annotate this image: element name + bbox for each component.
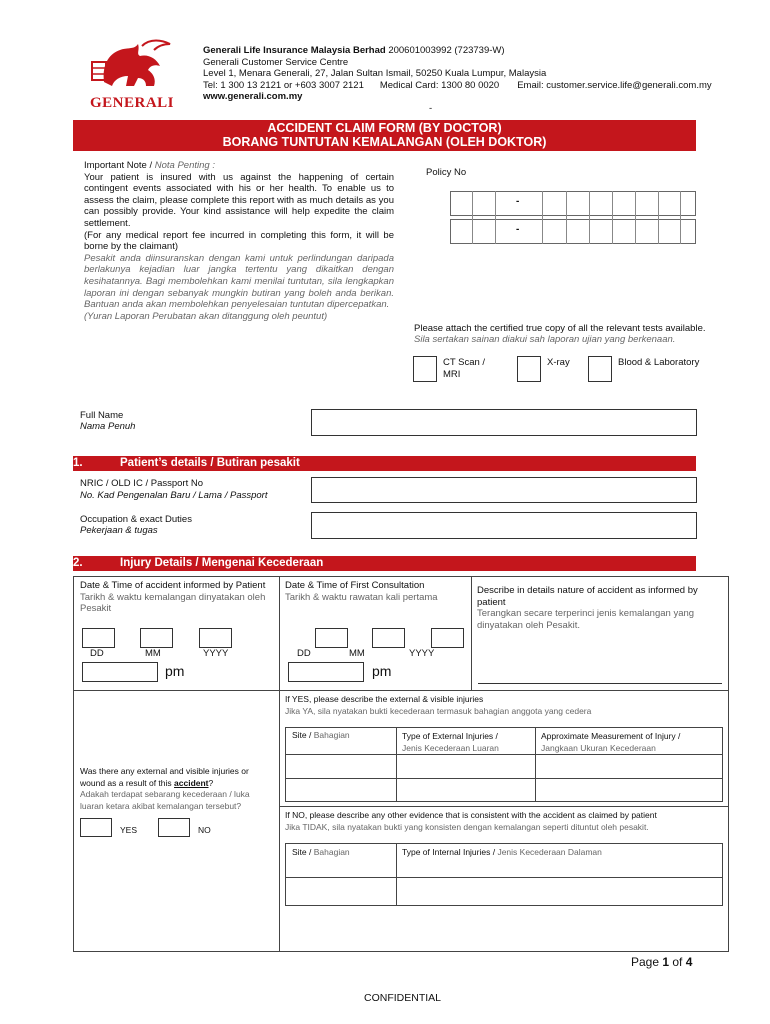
consult-dd-input[interactable]: [315, 628, 348, 648]
email: Email: customer.service.life@generali.com.my: [517, 79, 712, 91]
section-1-title: Patient’s details / Butiran pesakit: [120, 457, 300, 469]
if-yes-label-en: If YES, please describe the external & visible injuries: [285, 694, 484, 704]
consultation-date-label-ms: Tarikh & waktu rawatan kali pertama: [285, 591, 438, 603]
accident-date-label-ms: Tarikh & waktu kemalangan dinyatakan oleh Pesakit: [80, 591, 266, 615]
section-1-header: [73, 456, 696, 471]
consult-yyyy-label: YYYY: [409, 648, 435, 659]
service-centre: Generali Customer Service Centre: [203, 56, 349, 68]
company-info: [203, 45, 763, 114]
accident-pm-label: pm: [165, 663, 185, 679]
accident-nature-label: [477, 585, 722, 631]
medical-card: Medical Card: 1300 80 0020: [379, 79, 500, 91]
no-checkbox[interactable]: [158, 818, 190, 837]
policy-label: Policy No: [426, 167, 467, 178]
note-fee-en: (For any medical report fee incurred in completing this form, it will be borne by the claimant): [84, 229, 394, 253]
section-2-header: [73, 556, 696, 571]
section-1-num: 1.: [73, 457, 83, 469]
accident-nature-input-line[interactable]: [478, 683, 722, 684]
full-name-label-ms: Nama Penuh: [80, 421, 136, 432]
tel: Tel: 1 300 13 2121 or +603 3007 2121: [203, 79, 364, 91]
ct-scan-checkbox[interactable]: [413, 356, 437, 382]
policy-dash-2: -: [516, 224, 520, 235]
consultation-date-label: [285, 580, 465, 603]
visible-injury-question-ms: Adakah terdapat sebarang kecederaan / luka luaran ketara akibat kemalangan tersebut?: [80, 789, 250, 811]
consultation-date-label-en: Date & Time of First Consultation: [285, 580, 425, 591]
visible-injury-question-en: Was there any external and visible injuries or wound as a result of this accident?: [80, 766, 249, 788]
form-title-bar: [73, 120, 696, 151]
note-text-en: Your patient is insured with us against the happening of certain contingent events associated with his or her health. To enable us to assess the claim, please complete this report with as much details as you can possibly provide. Your kind assistance will help expedite the claim settlement.: [84, 171, 394, 229]
blood-lab-checkbox[interactable]: [588, 356, 612, 382]
accident-mm-input[interactable]: [140, 628, 173, 648]
occupation-label-en: Occupation & exact Duties: [80, 514, 192, 525]
important-note: [84, 160, 394, 322]
no-label: NO: [198, 825, 211, 835]
full-name-label-en: Full Name: [80, 410, 124, 421]
section-2-num: 2.: [73, 557, 83, 569]
consult-mm-label: MM: [349, 648, 365, 659]
if-yes-label-ms: Jika YA, sila nyatakan bukti kecederaan termasuk bahagian anggota yang cedera: [285, 706, 592, 716]
company-name: Generali Life Insurance Malaysia Berhad: [203, 45, 386, 56]
note-fee-ms: (Yuran Laporan Perubatan akan ditanggung oleh peuntut): [84, 310, 328, 322]
x-ray-label: X-ray: [547, 357, 570, 368]
full-name-input[interactable]: [311, 409, 697, 436]
company-reg: 200601003992 (723739-W): [388, 45, 505, 56]
int-site-header: Site / Bahagian: [292, 847, 350, 857]
consult-pm-label: pm: [372, 663, 392, 679]
approx-measure-header: Approximate Measurement of Injury / Jangkaan Ukuran Kecederaan: [541, 731, 681, 753]
header-dash: -: [429, 103, 433, 114]
lion-logo-icon: [84, 36, 180, 92]
ct-scan-label: CT Scan / MRI: [443, 357, 486, 380]
form-title-ms: BORANG TUNTUTAN KEMALANGAN (OLEH DOKTOR): [222, 135, 547, 149]
int-type-header: Type of Internal Injuries / Jenis Kecederaan Dalaman: [402, 847, 602, 857]
accident-dd-label: DD: [90, 648, 104, 659]
accident-time-input[interactable]: [82, 662, 158, 682]
generali-logo: [84, 36, 180, 111]
accident-yyyy-label: YYYY: [203, 648, 229, 659]
note-label-ms: Nota Penting :: [154, 160, 215, 171]
accident-date-label: [80, 580, 270, 615]
consult-time-input[interactable]: [288, 662, 364, 682]
ext-site-header: Site / Bahagian: [292, 730, 350, 740]
accident-nature-label-ms: Terangkan secare terperinci jenis kemalangan yang dinyatakan oleh Pesakit.: [477, 608, 695, 631]
nric-label-ms: No. Kad Pengenalan Baru / Lama / Passport: [80, 490, 268, 501]
nric-label-en: NRIC / OLD IC / Passport No: [80, 478, 204, 489]
accident-nature-label-en: Describe in details nature of accident as informed by patient: [477, 585, 698, 608]
nric-input[interactable]: [311, 477, 697, 503]
consult-mm-input[interactable]: [372, 628, 405, 648]
x-ray-checkbox[interactable]: [517, 356, 541, 382]
website-link[interactable]: www.generali.com.my: [203, 91, 303, 102]
company-address: Level 1, Menara Generali, 27, Jalan Sultan Ismail, 50250 Kuala Lumpur, Malaysia: [203, 68, 547, 79]
ext-type-header: Type of External Injuries / Jenis Kecederaan Luaran: [402, 731, 499, 753]
page-number: Page 1 of 4: [631, 955, 693, 969]
yes-label: YES: [120, 825, 138, 835]
note-label: Important Note /: [84, 160, 155, 171]
blood-lab-label: Blood & Laboratory: [618, 357, 700, 368]
accident-yyyy-input[interactable]: [199, 628, 232, 648]
accident-mm-label: MM: [145, 648, 161, 659]
section-2-title: Injury Details / Mengenai Kecederaan: [120, 557, 324, 569]
occupation-input[interactable]: [311, 512, 697, 539]
logo-wordmark: GENERALI: [89, 95, 175, 111]
form-title-en: ACCIDENT CLAIM FORM (BY DOCTOR): [267, 121, 502, 135]
visible-injury-question: [80, 766, 275, 812]
accident-date-label-en: Date & Time of accident informed by Patient: [80, 580, 266, 591]
if-no-label-ms: Jika TIDAK, sila nyatakan bukti yang konsisten dengan kemalangan seperti dituntut oleh pesakit.: [285, 822, 649, 832]
consult-yyyy-input[interactable]: [431, 628, 464, 648]
occupation-label-ms: Pekerjaan & tugas: [80, 525, 158, 536]
attach-note-en: Please attach the certified true copy of all the relevant tests available.: [414, 323, 706, 334]
note-text-ms: Pesakit anda diinsuranskan dengan kami untuk perlindungan daripada berlakunya kejadian luar jangka tertentu yang dikaitkan dengan kesihatannya. Bagi membolehkan kami menilai tuntutan, sila lengkapkan laporan ini dengan sebanyak mungkin butiran yang boleh anda berikan. Bantuan anda akan membolehkan penyelesaian tuntutan dipercepatkan.: [84, 252, 394, 311]
policy-dash-1: -: [516, 196, 520, 207]
attach-note-ms: Sila sertakan sainan diakui sah laporan ujian yang berkenaan.: [414, 334, 676, 345]
yes-checkbox[interactable]: [80, 818, 112, 837]
confidential-label: CONFIDENTIAL: [364, 992, 442, 1004]
consult-dd-label: DD: [297, 648, 311, 659]
if-no-label-en: If NO, please describe any other evidence that is consistent with the accident as claimed by patient: [285, 810, 657, 820]
accident-dd-input[interactable]: [82, 628, 115, 648]
